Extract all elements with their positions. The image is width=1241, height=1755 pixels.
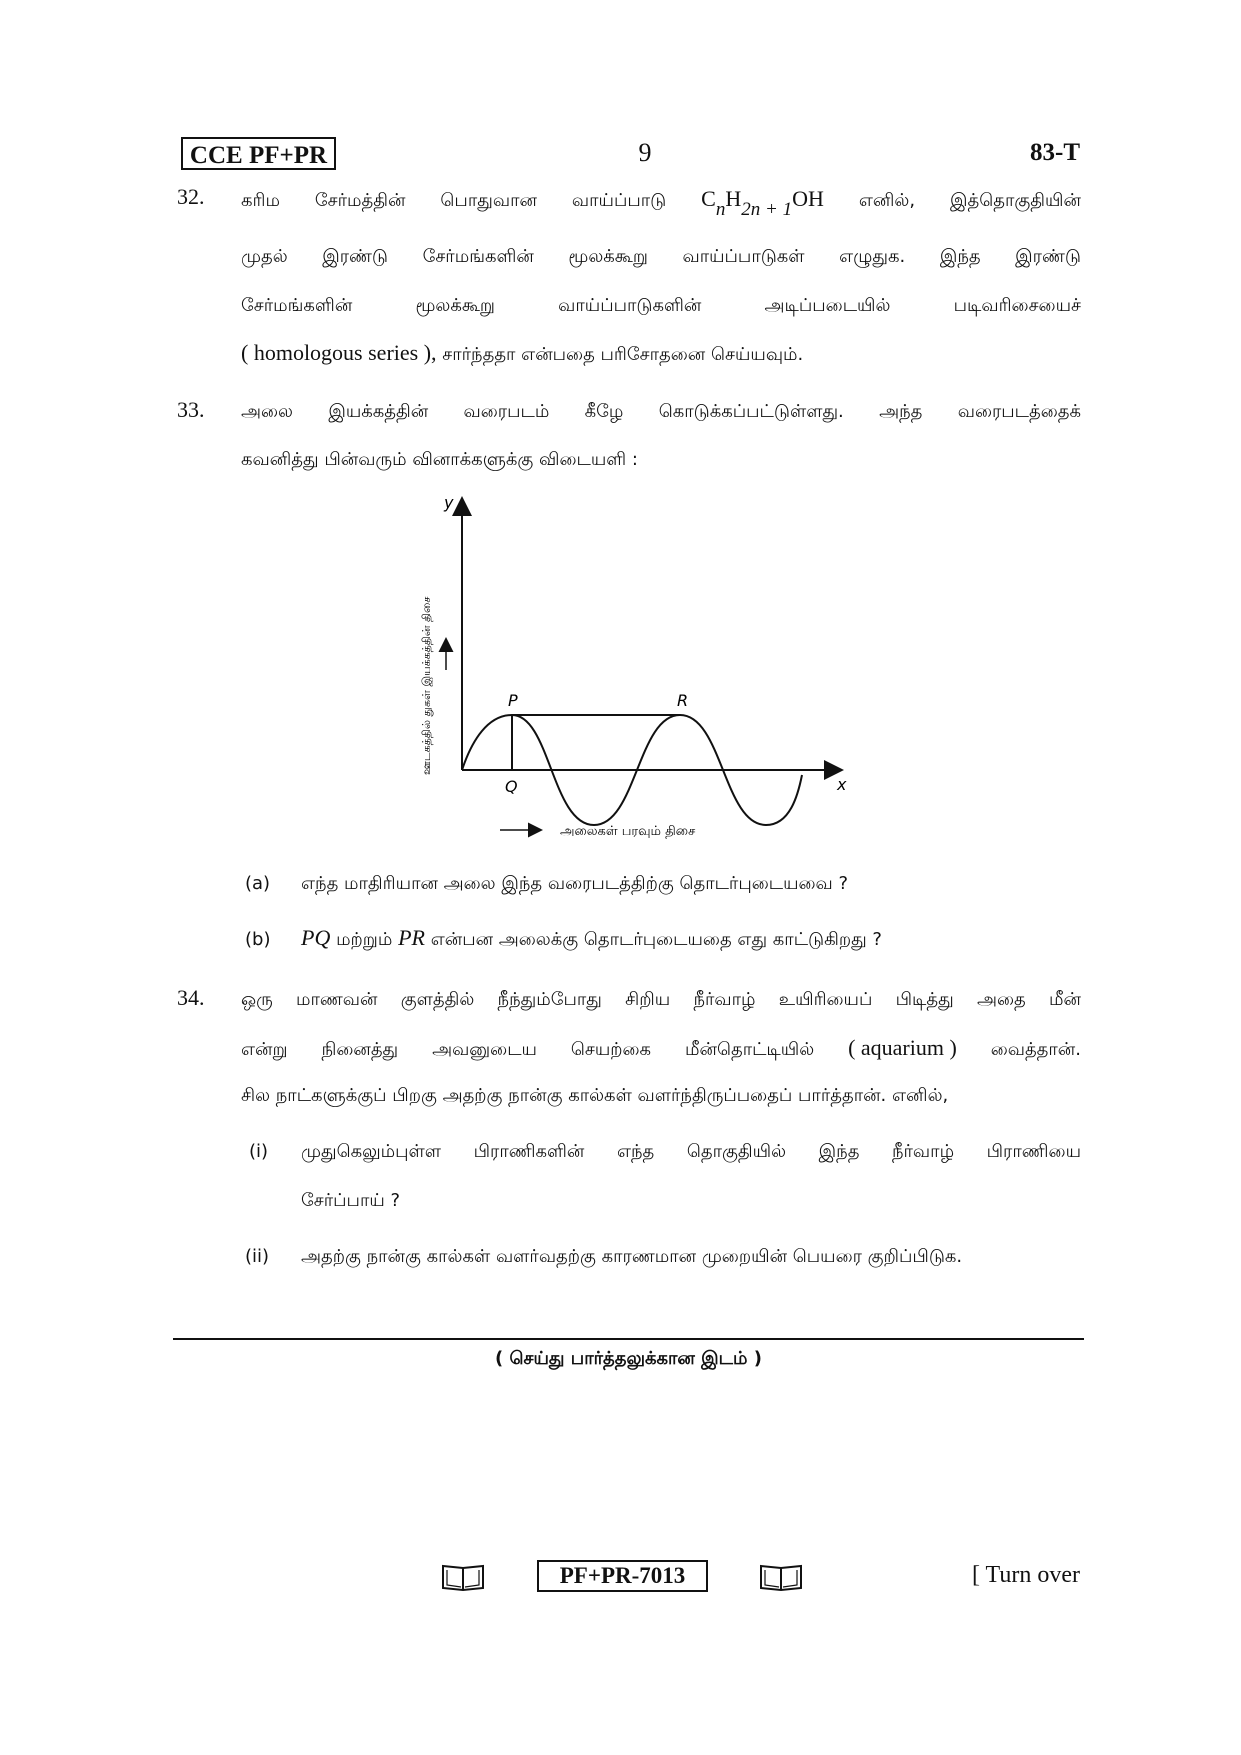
q34ii-label: (ii) xyxy=(245,1246,270,1267)
q32-line4 xyxy=(241,341,803,367)
q32-l1-w0: கரிம xyxy=(241,190,280,211)
q32-l1-w1: சேர்மத்தின் xyxy=(314,190,406,211)
point-p-label: P xyxy=(508,691,518,710)
q33b-pq: PQ xyxy=(301,925,331,950)
header-box-label: CCE PF+PR xyxy=(181,137,336,170)
open-book-icon xyxy=(758,1562,804,1592)
paper-code: 83-T xyxy=(1030,139,1080,166)
point-r-label: R xyxy=(677,691,689,710)
q32-l1-w2: பொதுவான xyxy=(440,190,537,211)
q33b-pr: PR xyxy=(398,925,425,950)
point-q-label: Q xyxy=(505,777,518,796)
page-number: 9 xyxy=(638,138,652,167)
q32-line4-tamil: சார்ந்ததா என்பதை பரிசோதனை செய்யவும். xyxy=(442,344,804,365)
rough-work-label: ( செய்து பார்த்தலுக்கான இடம் ) xyxy=(495,1348,762,1369)
q32-line3: சேர்மங்களின் மூலக்கூறு வாய்ப்பாடுகளின் அடிப்படையில் படிவரிசையைச் xyxy=(241,295,1081,316)
q32-l1-w4: எனில், xyxy=(858,190,916,211)
q34-aquarium: ( aquarium ) xyxy=(848,1035,957,1060)
q34-line3: சில நாட்களுக்குப் பிறகு அதற்கு நான்கு கால்கள் வளர்ந்திருப்பதைப் பார்த்தான். எனில், xyxy=(241,1085,949,1106)
rough-work-divider xyxy=(173,1338,1084,1340)
q34i-line2: சேர்ப்பாய் ? xyxy=(301,1190,401,1211)
q32-formula: $C_nH_{2n + 1}OH$ xyxy=(701,186,824,220)
q32-line2: முதல் இரண்டு சேர்மங்களின் மூலக்கூறு வாய்ப்பாடுகள் எழுதுக. இந்த இரண்டு xyxy=(241,246,1081,267)
q32-number: 32. xyxy=(177,184,205,209)
q33-line1: அலை இயக்கத்தின் வரைபடம் கீழே கொடுக்கப்பட்டுள்ளது. அந்த வரைபடத்தைக் xyxy=(241,401,1081,422)
q34i-label: (i) xyxy=(249,1141,269,1162)
footer-box-label: PF+PR-7013 xyxy=(537,1560,708,1592)
q33a-text: எந்த மாதிரியான அலை இந்த வரைபடத்திற்கு தொடர்புடையவை ? xyxy=(301,873,849,894)
q34i-line1: முதுகெலும்புள்ள பிராணிகளின் எந்த தொகுதியில் இந்த நீர்வாழ் பிராணியை xyxy=(301,1141,1081,1162)
q33-number: 33. xyxy=(177,397,205,422)
q32-line1 xyxy=(241,187,1081,222)
q33b-text: PQ மற்றும் PR என்பன அலைக்கு தொடர்புடையதை எது காட்டுகிறது ? xyxy=(301,925,882,950)
q33b-label: (b) xyxy=(245,929,271,950)
q34-number: 34. xyxy=(177,985,205,1010)
open-book-icon xyxy=(440,1562,486,1592)
q34ii-text: அதற்கு நான்கு கால்கள் வளர்வதற்கு காரணமான முறையின் பெயரை குறிப்பிடுக. xyxy=(301,1246,963,1267)
y-side-label: ஊடகத்தில் துகள் இயக்கத்தின் திசை xyxy=(420,596,433,775)
q34-line2: என்று நினைத்து அவனுடைய செயற்கை மீன்தொட்டியில் ( aquarium ) வைத்தான். xyxy=(241,1035,1081,1060)
q32-l1-w5: இத்தொகுதியின் xyxy=(950,190,1081,211)
y-axis-label: y xyxy=(444,493,454,512)
q33a-label: (a) xyxy=(245,873,271,894)
turn-over-label: [ Turn over xyxy=(971,1562,1080,1588)
q32-l1-w3: வாய்ப்பாடு xyxy=(571,190,667,211)
wave-diagram xyxy=(400,490,880,850)
x-axis-label: x xyxy=(837,775,847,794)
q32-homologous-series: ( homologous series ), xyxy=(241,340,437,365)
q34-line1: ஒரு மாணவன் குளத்தில் நீந்தும்போது சிறிய நீர்வாழ் உயிரியைப் பிடித்து அதை மீன் xyxy=(241,989,1081,1010)
propagation-label: அலைகள் பரவும் திசை xyxy=(560,824,696,839)
q33-line2: கவனித்து பின்வரும் வினாக்களுக்கு விடையளி : xyxy=(241,449,638,470)
